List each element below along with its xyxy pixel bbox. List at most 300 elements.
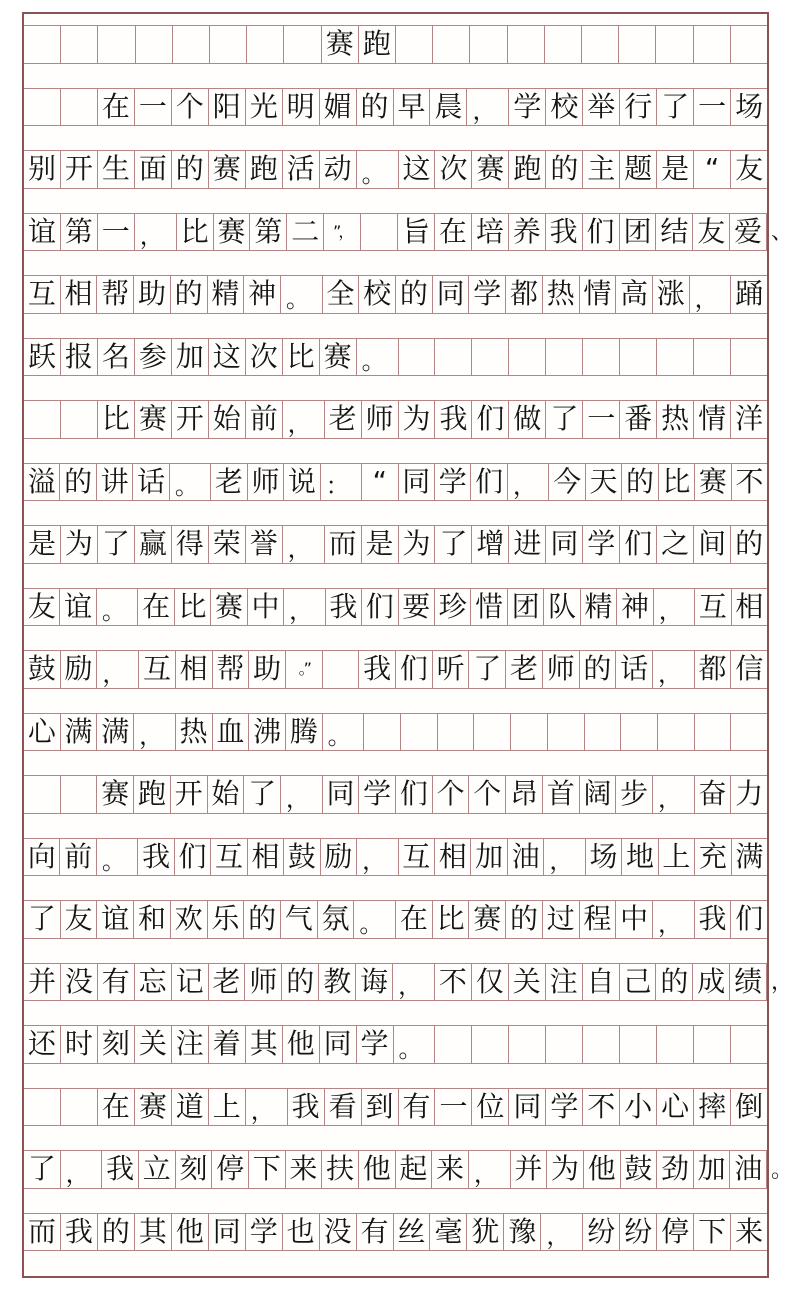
grid-cell: 扶 <box>322 1151 359 1188</box>
grid-cell: 养 <box>509 214 546 251</box>
grid-cell: 诲 <box>356 964 393 1001</box>
text-row <box>24 839 767 877</box>
grid-cell: ， <box>134 714 176 751</box>
grid-cell: 情 <box>694 401 731 438</box>
grid-cell: 。 <box>323 714 365 751</box>
grid-cell <box>61 1089 98 1126</box>
grid-cell: 了 <box>244 776 281 813</box>
grid-cell: 步 <box>616 776 653 813</box>
grid-cell: 我 <box>359 651 396 688</box>
grid-cell: 不 <box>735 464 764 498</box>
grid-cell: 是 <box>24 526 61 563</box>
grid-cell: 起 <box>396 1151 433 1188</box>
grid-cell <box>173 26 210 63</box>
grid-cell: 油 <box>730 1151 767 1188</box>
grid-cell: 有 <box>399 1089 436 1126</box>
row-unit <box>24 776 767 839</box>
grid-cell: ， <box>357 839 398 876</box>
grid-cell: 爱 <box>730 214 767 251</box>
grid-cell: 过 <box>543 901 580 938</box>
grid-cell <box>621 714 658 751</box>
grid-cell: 老 <box>209 964 246 1001</box>
text-row <box>24 276 767 314</box>
composition-paper <box>22 12 794 1278</box>
grid-cell: 赛 <box>211 589 247 626</box>
grid-cell <box>509 1026 546 1063</box>
row-spacer <box>24 376 767 401</box>
grid-cell: 而 <box>325 526 362 563</box>
grid-cell: 师 <box>362 401 399 438</box>
grid-cell: 场 <box>586 839 622 876</box>
grid-cell <box>323 651 360 688</box>
grid-cell: 的 <box>546 151 583 188</box>
grid-cell: 停 <box>657 1214 694 1251</box>
overflow-punctuation: 、 <box>771 220 794 245</box>
grid-cell: 关 <box>135 1026 172 1063</box>
grid-cell: 的 <box>98 1214 135 1251</box>
grid-cell: 同 <box>433 276 470 313</box>
grid-cell: 跑 <box>134 776 171 813</box>
grid-cell: 老 <box>506 651 543 688</box>
row-unit <box>24 151 767 214</box>
grid-cell: 为 <box>399 401 436 438</box>
grid-cell: ， <box>653 776 695 813</box>
grid-cell: 了 <box>24 1151 61 1188</box>
grid-cell: 的 <box>171 276 208 313</box>
row-unit <box>24 339 767 402</box>
grid-cell: 们 <box>396 776 433 813</box>
row-spacer <box>24 876 767 901</box>
grid-cell: 进 <box>509 526 546 563</box>
grid-cell: 誉 <box>246 526 283 563</box>
grid-cell: 赛 <box>320 339 357 376</box>
grid-cell <box>399 339 436 376</box>
grid-cell <box>731 26 767 63</box>
grid-cell: 谊 <box>60 589 96 626</box>
grid-cell: 欢 <box>171 901 208 938</box>
grid-cell: 赛 <box>695 464 731 501</box>
overflow-punctuation: ， <box>771 970 794 995</box>
grid-cell: 二 <box>287 214 324 251</box>
grid-cell: 学 <box>546 1089 583 1126</box>
grid-cell: 。 <box>357 151 399 188</box>
grid-cell: 了 <box>435 526 472 563</box>
grid-cell: 们 <box>471 464 507 501</box>
overflow-punctuation: 。 <box>771 1157 794 1183</box>
grid-cell <box>694 1026 731 1063</box>
grid-cell: 团 <box>508 589 544 626</box>
grid-cell: 师 <box>245 964 282 1001</box>
grid-cell: 学 <box>509 89 546 126</box>
grid-cell: 向 <box>24 839 60 876</box>
grid-cell: 。 <box>97 589 138 626</box>
grid-cell: 赛 <box>97 776 134 813</box>
grid-cell: 赛 <box>209 151 246 188</box>
grid-cell: 刻 <box>98 1026 135 1063</box>
row-unit <box>24 464 767 527</box>
grid-cell <box>508 26 545 63</box>
grid-cell: 老 <box>211 464 247 501</box>
grid-cell: 下 <box>249 1151 286 1188</box>
grid-cell: 情 <box>580 276 617 313</box>
grid-cell: 精 <box>581 589 617 626</box>
grid-cell: 前 <box>246 401 283 438</box>
grid-cell: 奋 <box>695 776 732 813</box>
grid-cell: 中 <box>248 589 284 626</box>
grid-cell: 小 <box>620 1089 657 1126</box>
grid-cell <box>545 26 582 63</box>
grid-cell: 沸 <box>249 714 286 751</box>
text-row <box>24 89 767 127</box>
grid-cell: 都 <box>695 651 732 688</box>
grid-cell <box>620 339 657 376</box>
grid-cell: 其 <box>246 1026 283 1063</box>
text-row <box>24 1026 767 1064</box>
grid-cell <box>401 714 438 751</box>
grid-cell: 谊 <box>24 214 61 251</box>
row-spacer <box>24 1189 767 1214</box>
grid-cell <box>247 26 284 63</box>
grid-cell: 道 <box>172 1089 209 1126</box>
grid-cell: 同 <box>399 464 435 501</box>
grid-cell: 了 <box>546 401 583 438</box>
grid-cell: 们 <box>396 651 433 688</box>
grid-cell: 相 <box>176 651 213 688</box>
grid-cell <box>585 714 622 751</box>
grid-cell: 而 <box>24 1214 61 1251</box>
grid-cell: 地 <box>622 839 658 876</box>
grid-cell: 来 <box>286 1151 323 1188</box>
grid-cell: 互 <box>211 839 247 876</box>
row-unit <box>24 26 767 89</box>
grid-cell <box>364 714 401 751</box>
grid-cell: 上 <box>659 839 695 876</box>
grid-cell: 满 <box>97 714 134 751</box>
grid-cell: 的 <box>622 464 658 501</box>
grid-cell <box>620 1026 657 1063</box>
grid-cell: 我 <box>288 1089 325 1126</box>
grid-cell: 得 <box>172 526 209 563</box>
grid-cell <box>24 1089 61 1126</box>
grid-cell: 热 <box>543 276 580 313</box>
grid-cell: ， <box>654 589 695 626</box>
grid-cell: 热 <box>176 714 213 751</box>
grid-cell: 间 <box>694 526 731 563</box>
row-spacer <box>24 314 767 339</box>
title-row <box>24 26 767 64</box>
grid-cell: 个 <box>433 776 470 813</box>
row-spacer <box>24 501 767 526</box>
grid-cell: 他 <box>172 1214 209 1251</box>
grid-cell: 在 <box>435 214 472 251</box>
grid-cell <box>548 714 585 751</box>
grid-cell: 的 <box>506 901 543 938</box>
grid-cell: 神 <box>617 589 653 626</box>
grid-cell: 老 <box>325 401 362 438</box>
grid-cell: 溢 <box>24 464 60 501</box>
grid-cell: ， <box>653 901 695 938</box>
grid-cell: 开 <box>172 401 209 438</box>
grid-cell: 也 <box>283 1214 320 1251</box>
grid-cell: 校 <box>359 276 396 313</box>
row-spacer <box>24 439 767 464</box>
grid-cell: 是 <box>657 151 694 188</box>
grid-cell: 了 <box>24 901 61 938</box>
grid-cell: 位 <box>472 1089 509 1126</box>
text-row <box>24 151 767 189</box>
grid-cell: 说 <box>284 464 320 501</box>
grid-cell: 助 <box>249 651 286 688</box>
grid-cell: 互 <box>24 276 61 313</box>
row-spacer <box>24 626 767 651</box>
grid-cell: 摔 <box>694 1089 731 1126</box>
grid-cell: 帮 <box>213 651 250 688</box>
grid-cell <box>657 339 694 376</box>
grid-cell: 满 <box>735 839 764 873</box>
grid-cell: 师 <box>248 464 284 501</box>
grid-cell: 腾 <box>286 714 323 751</box>
grid-cell: 友 <box>24 589 60 626</box>
grid-cell: 。 <box>354 901 396 938</box>
grid-cell: 充 <box>695 839 731 876</box>
grid-cell: 气 <box>281 901 318 938</box>
grid-cell: 关 <box>509 964 546 1001</box>
grid-cell: 。 <box>97 839 138 876</box>
text-row <box>24 339 767 377</box>
grid-cell <box>509 339 546 376</box>
grid-cell: 鼓 <box>284 839 320 876</box>
row-unit <box>24 964 794 1027</box>
grid-cell: 们 <box>735 902 764 936</box>
grid-cell: 增 <box>472 526 509 563</box>
grid-cell: 的 <box>357 89 394 126</box>
row-spacer <box>24 126 767 151</box>
grid-cell: 洋 <box>735 402 764 436</box>
grid-cell: 相 <box>435 839 471 876</box>
grid-cell: 早 <box>394 89 431 126</box>
row-unit <box>24 526 767 589</box>
grid-cell: 仅 <box>472 964 509 1001</box>
grid-cell: 珍 <box>435 589 471 626</box>
grid-cell: 。 <box>170 464 211 501</box>
grid-cell: 在 <box>98 89 135 126</box>
grid-cell: 还 <box>24 1026 61 1063</box>
grid-cell: 热 <box>657 401 694 438</box>
grid-cell: 是 <box>362 526 399 563</box>
grid-cell: 。 <box>357 339 399 376</box>
grid-cell: 这 <box>209 339 246 376</box>
grid-cell <box>656 26 693 63</box>
grid-cell: 友 <box>61 901 98 938</box>
grid-cell: 光 <box>246 89 283 126</box>
grid-cell: 相 <box>735 589 764 623</box>
grid-cell: 番 <box>620 401 657 438</box>
grid-cell: 为 <box>399 526 436 563</box>
grid-cell: “ <box>694 151 731 188</box>
grid-cell: 鼓 <box>24 651 61 688</box>
grid-cell: 之 <box>657 526 694 563</box>
text-row <box>24 714 767 752</box>
grid-cell <box>583 339 620 376</box>
grid-cell <box>396 26 433 63</box>
grid-cell: 活 <box>283 151 320 188</box>
grid-cell: ， <box>283 401 325 438</box>
grid-cell: 校 <box>546 89 583 126</box>
grid-cell: 帮 <box>97 276 134 313</box>
grid-cell: 比 <box>98 401 135 438</box>
grid-cell: 学 <box>469 276 506 313</box>
grid-cell: 开 <box>171 776 208 813</box>
grid-cell: 高 <box>616 276 653 313</box>
grid-cell: 报 <box>61 339 98 376</box>
grid-cell: 开 <box>61 151 98 188</box>
grid-cell: 注 <box>172 1026 209 1063</box>
grid-cell: 们 <box>175 839 211 876</box>
grid-cell <box>619 26 656 63</box>
row-spacer <box>24 939 767 964</box>
grid-cell: 励 <box>321 839 357 876</box>
grid-cell: 下 <box>694 1214 731 1251</box>
grid-cell: 没 <box>61 964 98 1001</box>
grid-cell: 在 <box>138 589 174 626</box>
grid-cell: 做 <box>509 401 546 438</box>
grid-cell: 为 <box>547 1151 584 1188</box>
grid-cell: 和 <box>134 901 171 938</box>
text-row <box>24 776 767 814</box>
grid-cell: 都 <box>506 276 543 313</box>
grid-cell: 同 <box>509 1089 546 1126</box>
grid-cell: 的 <box>282 964 319 1001</box>
grid-cell: 始 <box>208 776 245 813</box>
grid-cell: 劲 <box>657 1151 694 1188</box>
grid-cell: 比 <box>283 339 320 376</box>
grid-cell: 氛 <box>318 901 355 938</box>
text-row <box>24 964 794 1002</box>
grid-cell: 面 <box>135 151 172 188</box>
grid-cell: 有 <box>98 964 135 1001</box>
grid-cell: 他 <box>584 1151 621 1188</box>
grid-cell <box>24 401 61 438</box>
grid-cell: 踊 <box>735 277 764 311</box>
row-unit <box>24 1151 794 1214</box>
grid-cell <box>210 26 247 63</box>
text-row <box>24 1214 767 1252</box>
row-spacer <box>24 1126 767 1151</box>
grid-cell: 互 <box>399 839 435 876</box>
grid-cell: 们 <box>620 526 657 563</box>
grid-cell: 成 <box>693 964 730 1001</box>
grid-cell: 师 <box>543 651 580 688</box>
grid-cell: 第 <box>250 214 287 251</box>
grid-cell: ， <box>467 89 509 126</box>
grid-cell: 个 <box>469 776 506 813</box>
grid-cell: 昂 <box>506 776 543 813</box>
grid-cell: 。 <box>281 276 323 313</box>
grid-cell: 话 <box>133 464 169 501</box>
grid-cell: 相 <box>61 276 98 313</box>
grid-cell: 中 <box>616 901 653 938</box>
grid-cell: 学 <box>246 1214 283 1251</box>
grid-cell: 加 <box>471 839 507 876</box>
grid-cell <box>694 339 731 376</box>
grid-cell: 举 <box>583 89 620 126</box>
grid-cell: 谊 <box>97 901 134 938</box>
grid-cell: 在 <box>396 901 433 938</box>
grid-cell <box>61 401 98 438</box>
grid-cell: 立 <box>139 1151 176 1188</box>
grid-cell: 行 <box>620 89 657 126</box>
grid-cell: 别 <box>24 151 61 188</box>
grid-cell: 着 <box>209 1026 246 1063</box>
grid-cell: 油 <box>508 839 544 876</box>
row-unit <box>24 276 767 339</box>
grid-cell: 乐 <box>208 901 245 938</box>
grid-cell: 们 <box>362 589 398 626</box>
grid-cell: 主 <box>583 151 620 188</box>
title-cell: 跑 <box>359 26 396 63</box>
grid-cell: 其 <box>135 1214 172 1251</box>
text-row <box>24 401 767 439</box>
row-spacer <box>24 189 767 214</box>
grid-cell: 的 <box>172 151 209 188</box>
grid-cell: 赢 <box>135 526 172 563</box>
grid-cell: 同 <box>320 1026 357 1063</box>
text-row <box>24 526 767 564</box>
text-row <box>24 214 794 252</box>
grid-cell <box>438 714 475 751</box>
grid-cell: 比 <box>659 464 695 501</box>
grid-cell: 助 <box>134 276 171 313</box>
grid-cell <box>61 89 98 126</box>
grid-cell: 荣 <box>209 526 246 563</box>
grid-cell: 信 <box>735 652 764 686</box>
row-spacer <box>24 689 767 714</box>
grid-cell: 学 <box>357 1026 394 1063</box>
grid-cell: ， <box>284 589 325 626</box>
grid-cell: 他 <box>283 1026 320 1063</box>
grid-cell <box>470 26 507 63</box>
row-unit <box>24 89 767 152</box>
grid-cell: 了 <box>657 89 694 126</box>
grid-cell: 励 <box>61 651 98 688</box>
grid-cell: 的 <box>735 527 764 561</box>
grid-cell: 精 <box>208 276 245 313</box>
grid-cell: 纷 <box>620 1214 657 1251</box>
grid-cell: 不 <box>583 1089 620 1126</box>
grid-cell: ， <box>246 1089 288 1126</box>
grid-cell: ， <box>135 214 177 251</box>
grid-cell <box>136 26 173 63</box>
grid-cell: 友 <box>735 152 764 186</box>
grid-cell: 天 <box>586 464 622 501</box>
grid-cell: 阔 <box>580 776 617 813</box>
grid-cell: 涨 <box>653 276 690 313</box>
grid-cell: 赛 <box>469 901 506 938</box>
grid-cell: 培 <box>472 214 509 251</box>
grid-cell: 并 <box>511 1151 548 1188</box>
row-unit <box>24 901 767 964</box>
grid-cell: 。 <box>394 1026 436 1063</box>
grid-cell: 个 <box>172 89 209 126</box>
grid-cell <box>284 26 321 63</box>
grid-cell: 一 <box>583 401 620 438</box>
grid-cell: 跑 <box>509 151 546 188</box>
grid-cell: 媚 <box>320 89 357 126</box>
grid-cell: 学 <box>359 776 396 813</box>
row-unit <box>24 214 794 277</box>
grid-cell: 时 <box>61 1026 98 1063</box>
grid-cell: 停 <box>212 1151 249 1188</box>
